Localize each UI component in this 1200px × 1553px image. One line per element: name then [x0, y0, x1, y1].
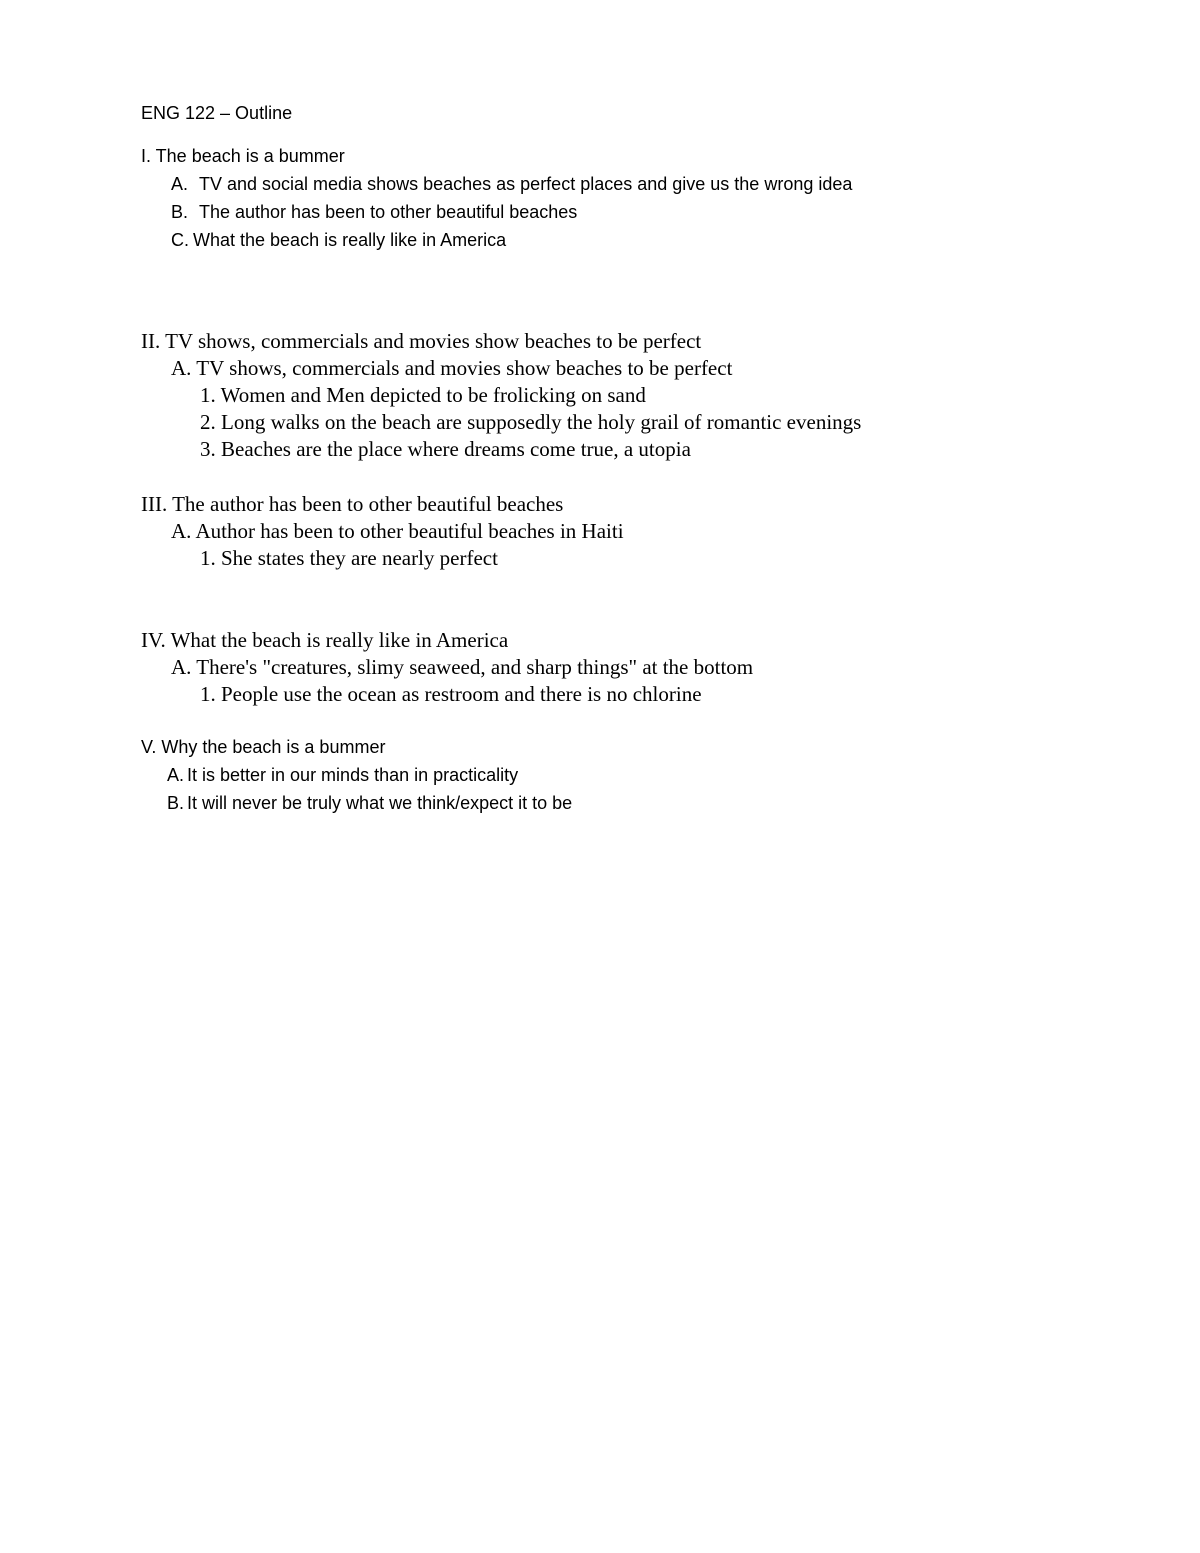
section-i-heading: I. The beach is a bummer [141, 146, 345, 166]
item-text: The author has been to other beautiful beaches [199, 202, 578, 222]
item-label: A. [171, 174, 189, 194]
document-title: ENG 122 – Outline [141, 103, 293, 123]
section-ii-subitem-2: 2. Long walks on the beach are supposedly the holy grail of romantic evenings [200, 410, 862, 434]
section-ii-item-a: A. TV shows, commercials and movies show beaches to be perfect [171, 356, 733, 380]
section-i-item-c [171, 231, 506, 249]
section-v-item-a [167, 766, 518, 784]
item-label: B. [171, 202, 189, 222]
section-v-heading: V. Why the beach is a bummer [141, 737, 386, 757]
section-iv-item-a: A. There's "creatures, slimy seaweed, and sharp things" at the bottom [171, 655, 754, 679]
item-text: It will never be truly what we think/expect it to be [187, 793, 573, 813]
section-iv-heading: IV. What the beach is really like in America [141, 628, 509, 652]
section-ii-subitem-3: 3. Beaches are the place where dreams come true, a utopia [200, 437, 691, 461]
section-iii-subitem-1: 1. She states they are nearly perfect [200, 546, 498, 570]
section-i-item-a [171, 175, 852, 193]
item-text: What the beach is really like in America [193, 230, 507, 250]
section-iii-item-a: A. Author has been to other beautiful beaches in Haiti [171, 519, 624, 543]
section-iv-subitem-1: 1. People use the ocean as restroom and there is no chlorine [200, 682, 702, 706]
item-label: C. [171, 230, 189, 250]
item-label: B. [167, 793, 185, 813]
section-iii-heading: III. The author has been to other beautiful beaches [141, 492, 564, 516]
section-ii-heading: II. TV shows, commercials and movies show beaches to be perfect [141, 329, 702, 353]
section-v-item-b [167, 794, 572, 812]
item-text: It is better in our minds than in practicality [187, 765, 519, 785]
item-text: TV and social media shows beaches as perfect places and give us the wrong idea [199, 174, 853, 194]
section-ii-subitem-1: 1. Women and Men depicted to be frolicking on sand [200, 383, 646, 407]
item-label: A. [167, 765, 185, 785]
section-i-item-b [171, 203, 577, 221]
